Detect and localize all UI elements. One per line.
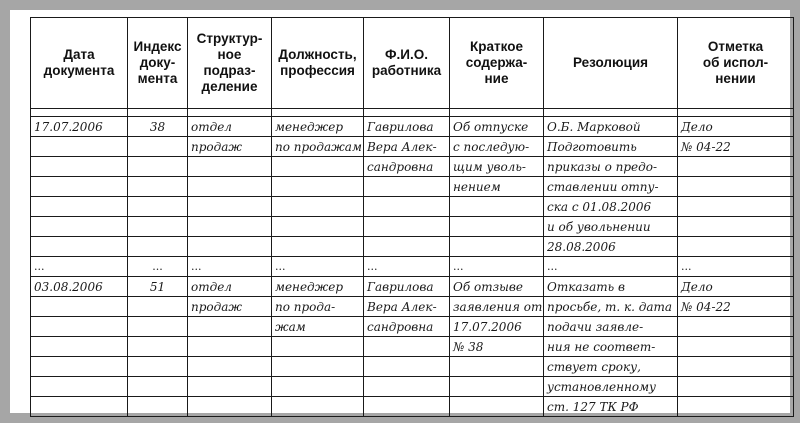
cell-department: [188, 177, 272, 197]
cell-resolution: ставлении отпу-: [544, 177, 678, 197]
cell-resolution: ния не соответ-: [544, 337, 678, 357]
cell-index: [128, 157, 188, 177]
table-row: [31, 297, 794, 317]
cell-execution-mark: Дело: [678, 117, 794, 137]
cell-summary: с последую-: [450, 137, 544, 157]
cell-position: [272, 357, 364, 377]
cell-position: ...: [272, 257, 364, 277]
cell-summary: [450, 377, 544, 397]
cell-employee: [364, 109, 450, 117]
cell-department: [188, 317, 272, 337]
cell-date: [31, 157, 128, 177]
cell-department: продаж: [188, 137, 272, 157]
cell-summary: [450, 357, 544, 377]
cell-execution-mark: [678, 197, 794, 217]
cell-employee: [364, 377, 450, 397]
cell-position: менеджер: [272, 117, 364, 137]
cell-date: [31, 317, 128, 337]
cell-summary: щим уволь-: [450, 157, 544, 177]
cell-index: [128, 397, 188, 417]
cell-employee: сандровна: [364, 317, 450, 337]
cell-date: ...: [31, 257, 128, 277]
cell-date: [31, 177, 128, 197]
cell-execution-mark: [678, 177, 794, 197]
cell-date: [31, 297, 128, 317]
table-row: [31, 337, 794, 357]
cell-summary: [450, 109, 544, 117]
cell-resolution: установленному: [544, 377, 678, 397]
cell-department: [188, 197, 272, 217]
table-row: [31, 257, 794, 277]
table-row: [31, 217, 794, 237]
cell-employee: [364, 177, 450, 197]
cell-department: [188, 377, 272, 397]
table-row: [31, 357, 794, 377]
cell-employee: сандровна: [364, 157, 450, 177]
cell-department: [188, 397, 272, 417]
cell-department: [188, 337, 272, 357]
cell-position: [272, 157, 364, 177]
header-document-date: Дата документа: [31, 18, 128, 109]
cell-resolution: ...: [544, 257, 678, 277]
header-row: [31, 18, 794, 109]
table-row: [31, 397, 794, 417]
cell-resolution: ствует сроку,: [544, 357, 678, 377]
table-row: [31, 277, 794, 297]
table-row: [31, 377, 794, 397]
table-row: [31, 109, 794, 117]
cell-department: продаж: [188, 297, 272, 317]
cell-employee: ...: [364, 257, 450, 277]
cell-date: [31, 237, 128, 257]
cell-execution-mark: [678, 237, 794, 257]
cell-summary: Об отзыве: [450, 277, 544, 297]
cell-execution-mark: № 04-22: [678, 137, 794, 157]
cell-execution-mark: [678, 357, 794, 377]
cell-employee: Вера Алек-: [364, 137, 450, 157]
cell-summary: [450, 237, 544, 257]
cell-execution-mark: Дело: [678, 277, 794, 297]
cell-date: [31, 109, 128, 117]
cell-date: [31, 197, 128, 217]
cell-position: [272, 109, 364, 117]
cell-index: [128, 137, 188, 157]
cell-execution-mark: [678, 217, 794, 237]
cell-date: [31, 397, 128, 417]
cell-execution-mark: [678, 337, 794, 357]
cell-resolution: 28.08.2006: [544, 237, 678, 257]
cell-execution-mark: ...: [678, 257, 794, 277]
cell-resolution: подачи заявле-: [544, 317, 678, 337]
cell-position: [272, 337, 364, 357]
cell-index: [128, 337, 188, 357]
cell-index: [128, 297, 188, 317]
cell-summary: заявления от: [450, 297, 544, 317]
table-row: [31, 317, 794, 337]
cell-resolution: Подготовить: [544, 137, 678, 157]
cell-position: [272, 217, 364, 237]
cell-execution-mark: [678, 397, 794, 417]
table-row: [31, 177, 794, 197]
cell-index: [128, 217, 188, 237]
cell-employee: [364, 397, 450, 417]
cell-summary: [450, 397, 544, 417]
cell-index: [128, 237, 188, 257]
cell-position: [272, 177, 364, 197]
cell-resolution: и об увольнении: [544, 217, 678, 237]
cell-date: 03.08.2006: [31, 277, 128, 297]
cell-employee: [364, 237, 450, 257]
cell-position: по прода-: [272, 297, 364, 317]
cell-resolution: Отказать в: [544, 277, 678, 297]
cell-index: [128, 357, 188, 377]
cell-employee: Гаврилова: [364, 277, 450, 297]
header-position: Должность, профессия: [272, 18, 364, 109]
cell-position: [272, 237, 364, 257]
cell-employee: [364, 357, 450, 377]
cell-execution-mark: [678, 377, 794, 397]
cell-date: [31, 357, 128, 377]
cell-date: [31, 377, 128, 397]
cell-summary: Об отпуске: [450, 117, 544, 137]
cell-employee: [364, 197, 450, 217]
cell-employee: [364, 337, 450, 357]
cell-position: менеджер: [272, 277, 364, 297]
header-document-index: Индекс доку- мента: [128, 18, 188, 109]
cell-employee: Гаврилова: [364, 117, 450, 137]
header-execution-mark: Отметка об испол- нении: [678, 18, 794, 109]
header-resolution: Резолюция: [544, 18, 678, 109]
cell-department: [188, 357, 272, 377]
cell-date: 17.07.2006: [31, 117, 128, 137]
cell-index: [128, 177, 188, 197]
cell-department: [188, 237, 272, 257]
table-row: [31, 137, 794, 157]
cell-resolution: О.Б. Марковой: [544, 117, 678, 137]
header-department: Структур- ное подраз- деление: [188, 18, 272, 109]
cell-department: [188, 157, 272, 177]
cell-department: отдел: [188, 277, 272, 297]
cell-index: 51: [128, 277, 188, 297]
cell-index: [128, 377, 188, 397]
cell-date: [31, 137, 128, 157]
header-employee-name: Ф.И.О. работника: [364, 18, 450, 109]
cell-execution-mark: № 04-22: [678, 297, 794, 317]
cell-index: ...: [128, 257, 188, 277]
cell-position: по продажам: [272, 137, 364, 157]
cell-department: [188, 217, 272, 237]
cell-position: [272, 377, 364, 397]
cell-resolution: ст. 127 ТК РФ: [544, 397, 678, 417]
cell-position: жам: [272, 317, 364, 337]
cell-summary: № 38: [450, 337, 544, 357]
cell-resolution: ска с 01.08.2006: [544, 197, 678, 217]
cell-index: [128, 109, 188, 117]
table-row: [31, 157, 794, 177]
table-row: [31, 117, 794, 137]
cell-department: ...: [188, 257, 272, 277]
cell-position: [272, 397, 364, 417]
cell-execution-mark: [678, 157, 794, 177]
cell-summary: [450, 197, 544, 217]
cell-summary: ...: [450, 257, 544, 277]
registration-journal-table: [30, 17, 794, 417]
cell-resolution: [544, 109, 678, 117]
table-row: [31, 197, 794, 217]
table-row: [31, 237, 794, 257]
cell-date: [31, 337, 128, 357]
cell-resolution: приказы о предо-: [544, 157, 678, 177]
cell-execution-mark: [678, 317, 794, 337]
cell-summary: нением: [450, 177, 544, 197]
cell-employee: [364, 217, 450, 237]
table-header: [31, 18, 794, 109]
cell-execution-mark: [678, 109, 794, 117]
cell-date: [31, 217, 128, 237]
cell-department: отдел: [188, 117, 272, 137]
table-body: [31, 109, 794, 417]
cell-index: [128, 197, 188, 217]
cell-summary: 17.07.2006: [450, 317, 544, 337]
cell-position: [272, 197, 364, 217]
cell-resolution: просьбе, т. к. дата: [544, 297, 678, 317]
cell-index: 38: [128, 117, 188, 137]
cell-department: [188, 109, 272, 117]
header-summary: Краткое содержа- ние: [450, 18, 544, 109]
cell-index: [128, 317, 188, 337]
cell-summary: [450, 217, 544, 237]
cell-employee: Вера Алек-: [364, 297, 450, 317]
